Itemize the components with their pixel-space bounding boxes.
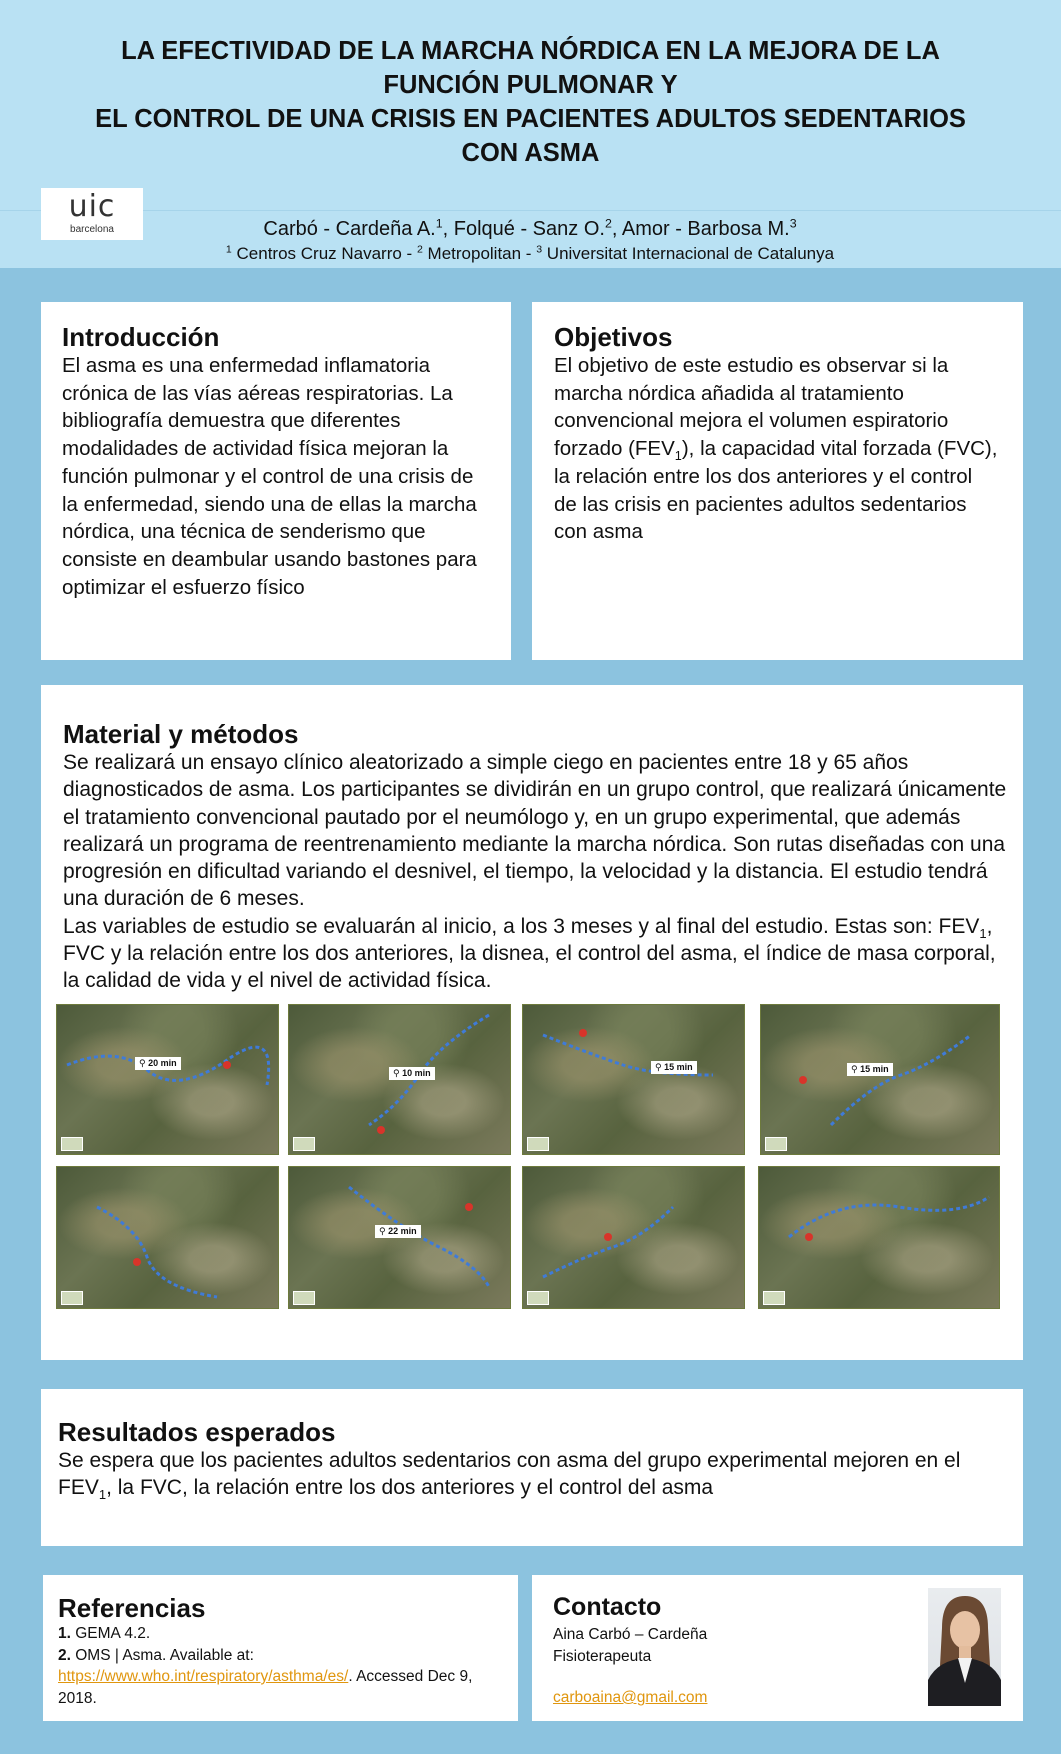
affiliations-line (120, 243, 940, 265)
affil-1-num: 1 (225, 243, 232, 256)
introduccion-heading: Introducción (62, 322, 220, 352)
affil-1-text: Centros Cruz Navarro - (231, 244, 417, 263)
reference-1-number: 1. (58, 1625, 71, 1642)
poster-title (20, 34, 1041, 170)
reference-2 (58, 1645, 498, 1710)
route-line (759, 1167, 999, 1308)
introduccion-text: El asma es una enfermedad inflamatoria crónica de las vías aéreas respiratorias. La bibliografía demuestra que diferentes modalidades de actividad física mejoran la función pulmonar y el control de una crisis de la enfermedad, siendo una de ellas la marcha nórdica, una técnica de senderismo que consiste en deambular usando bastones para optimizar el esfuerzo físico (62, 354, 477, 599)
affil-2-num: 2 (416, 243, 423, 256)
metodos-paragraph-2 (63, 913, 1008, 995)
resultados-panel (41, 1389, 1023, 1546)
route-time-label: ⚲ 20 min (135, 1057, 181, 1070)
author-3-affil: 3 (789, 216, 797, 231)
author-photo (928, 1588, 1001, 1706)
map-scale (61, 1291, 83, 1305)
route-map-8 (758, 1166, 1000, 1309)
affil-3-text: Universitat Internacional de Catalunya (542, 244, 835, 263)
route-map-6 (288, 1166, 511, 1309)
route-line (57, 1005, 278, 1154)
route-map-1 (56, 1004, 279, 1155)
author-2: , Folqué - Sanz O. (442, 218, 605, 240)
title-line-3: EL CONTROL DE UNA CRISIS EN PACIENTES ADULTOS SEDENTARIOS (95, 105, 966, 133)
introduccion-panel (41, 302, 511, 660)
objetivos-text (554, 352, 999, 546)
header-divider (0, 210, 1061, 211)
author-3: , Amor - Barbosa M. (611, 218, 790, 240)
author-1-affil: 1 (435, 216, 443, 231)
referencias-heading: Referencias (58, 1593, 206, 1623)
authors-line (150, 216, 910, 242)
reference-1 (58, 1623, 498, 1645)
map-scale (763, 1291, 785, 1305)
objetivos-heading: Objetivos (554, 322, 673, 352)
route-line (523, 1167, 744, 1308)
map-scale (293, 1291, 315, 1305)
contact-email[interactable] (553, 1687, 903, 1709)
uic-logo (41, 188, 143, 240)
reference-1-text: GEMA 4.2. (70, 1625, 151, 1642)
map-scale (61, 1137, 83, 1151)
map-scale (293, 1137, 315, 1151)
route-time-label: ⚲ 15 min (651, 1061, 697, 1074)
title-line-2: FUNCIÓN PULMONAR Y (383, 71, 678, 99)
metodos-heading: Material y métodos (63, 719, 299, 749)
resultados-text-b: , la FVC, la relación entre los dos anteriores y el control del asma (106, 1476, 714, 1500)
resultados-text-a: Se espera que los pacientes adultos sedentarios con asma del grupo experimental mejoren en el FEV (58, 1449, 961, 1500)
route-time-label: ⚲ 15 min (847, 1063, 893, 1076)
contact-name: Aina Carbó – Cardeña (553, 1626, 708, 1643)
objetivos-text-a: El objetivo de este estudio es observar si la marcha nórdica añadida al tratamiento convencional mejora el volumen espiratorio forzado (FEV (554, 354, 949, 461)
route-time-label: ⚲ 22 min (375, 1225, 421, 1238)
contact-role: Fisioterapeuta (553, 1647, 652, 1665)
route-map-2 (288, 1004, 511, 1155)
metodos-paragraph-1: Se realizará un ensayo clínico aleatorizado a simple ciego en pacientes entre 18 y 65 años diagnosticados de asma. Los participantes se dividirán en un grupo control, que realizará únicamente el tratamiento convencional pautado por el neumólogo y, en un grupo experimental, que además realizará un programa de reentrenamiento mediante la marcha nórdica. Son rutas diseñadas con una progresión en dificultad variando el desnivel, el tiempo, la velocidad y la distancia. El estudio tendrá una duración de 6 meses. (63, 751, 1007, 911)
portrait-illustration (928, 1588, 1001, 1706)
resultados-text (58, 1447, 1008, 1502)
route-map-7 (522, 1166, 745, 1309)
route-line (761, 1005, 999, 1154)
route-line (523, 1005, 744, 1154)
affil-2-text: Metropolitan - (422, 244, 537, 263)
contacto-heading: Contacto (553, 1593, 662, 1621)
route-time-label: ⚲ 10 min (389, 1067, 435, 1080)
author-1: Carbó - Cardeña A. (263, 218, 436, 240)
route-map-3 (522, 1004, 745, 1155)
author-2-affil: 2 (604, 216, 612, 231)
affil-3-num: 3 (536, 243, 543, 256)
referencias-panel (43, 1575, 518, 1721)
objetivos-text-b: ), la capacidad vital forzada (FVC), la relación entre los dos anteriores y el control de las crisis en pacientes adultos sedentarios con asma (554, 437, 998, 544)
metodos-paragraph-2-a: Las variables de estudio se evaluarán al inicio, a los 3 meses y al final del estudio. Estas son: FEV (63, 914, 980, 938)
objetivos-panel (532, 302, 1023, 660)
reference-2-number: 2. (58, 1646, 71, 1664)
reference-2-tail: . Accessed Dec 9, 2018. (58, 1668, 473, 1707)
resultados-heading: Resultados esperados (58, 1417, 336, 1447)
logo-subtitle: barcelona (70, 224, 114, 235)
reference-2-link[interactable]: https://www.who.int/respiratory/asthma/es/ (58, 1668, 349, 1685)
map-scale (765, 1137, 787, 1151)
map-scale (527, 1137, 549, 1151)
route-line (57, 1167, 278, 1308)
map-scale (527, 1291, 549, 1305)
route-maps-grid (56, 1004, 998, 1340)
title-line-1: LA EFECTIVIDAD DE LA MARCHA NÓRDICA EN LA MEJORA DE LA (121, 37, 940, 65)
logo-mark: uic (68, 189, 116, 224)
fev-subscript: 1 (979, 925, 987, 941)
route-map-5 (56, 1166, 279, 1309)
poster-header (0, 0, 1061, 268)
fev-subscript: 1 (98, 1487, 107, 1503)
contact-email-link[interactable]: carboaina@gmail.com (553, 1689, 708, 1706)
fev-subscript: 1 (674, 448, 682, 464)
reference-2-text: OMS | Asma. Available at: (70, 1646, 254, 1664)
route-map-4 (760, 1004, 1000, 1155)
metodos-paragraph-2-b: , FVC y la relación entre los dos anteriores, la disnea, el control del asma, el índice de masa corporal, la calidad de vida y el nivel de actividad física. (63, 914, 996, 993)
title-line-4: CON ASMA (461, 139, 600, 167)
